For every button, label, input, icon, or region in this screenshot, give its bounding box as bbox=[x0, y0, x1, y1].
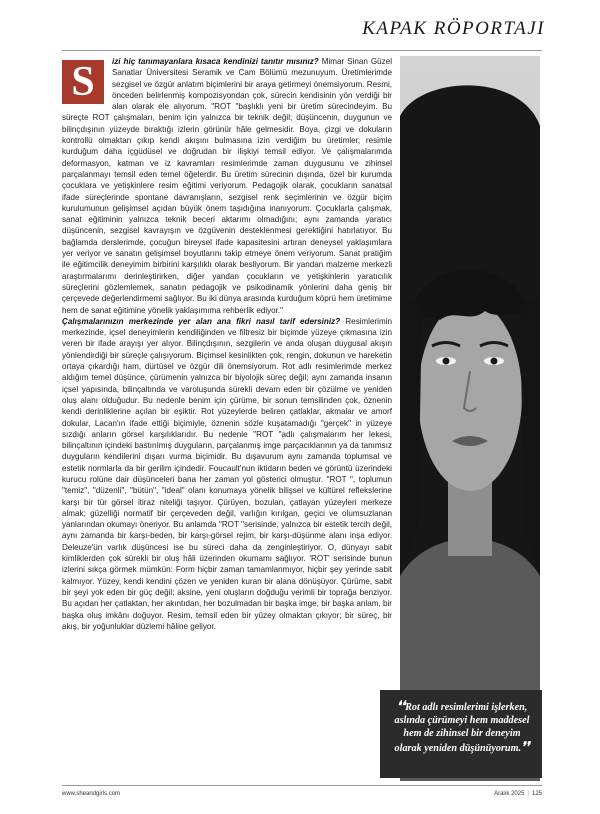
footer-date-page bbox=[494, 791, 542, 797]
portrait-photo bbox=[400, 56, 540, 781]
answer-1: Mimar Sinan Güzel Sanatlar Üniversitesi Seramik ve Cam Bölümü mezunuyum. Üretimlerimde sezgisel ve özgür anlatım biçimlerini bir araya getirmeyi önemsiyorum. Resmi, önceden belirlenmiş kompozisyondan çok, sürecin kendisinin yön verdiği bir alan olarak ele alıyorum. "ROT "başlıklı yeni bir üretim sürecindeyim. Bu süreçte ROT çalışmaları, benim için yalnızca bir teknik değil; düşüncenin, duygunun ve bilinçdışının yüzeyde bıraktığı izlerin görünür hâle gelmesidir. Boya, çizgi ve dokuların kontrollü olmaktan çıkıp kendi akışını bulmasına izin verdiğim bu üretimler, resimle kurduğum daha içgüdüsel ve doğrudan bir ilişkiyi temsil ediyor. Ve çalışmalarımda deformasyon, katman ve iz kavramları resimlerimde zaman duygusunu ve zihinsel parçalanmayı temsil eden temel öğelerdir. Bu üretim sürecinin dışında, özel bir kurumda çocuklara ve yetişkinlere resim eğitimi veriyorum. Pedagojik olarak, çocukların sanatsal ifade süreçlerinde spontane davranışların, sezgisel renk seçimlerinin ve özgür biçim kurulumunun gelişimsel açıdan büyük önem taşıdığına inanıyorum. Çocuklarla çalışmak, sanat eğitiminin yalnızca teknik beceri aktarımı olmadığını; aynı zamanda yaratıcı düşüncenin, sezgisel kavrayışın ve özgüvenin desteklenmesi gerektiğini hatırlatıyor. Bu bağlamda derslerimde, çocuğun bireysel ifade kapasitesini artıran deneysel yaklaşımlara yer veriyor ve sanatın gelişimsel boyutlarını takip etmeye önem veriyorum. Sanat pratiğim ile eğitimcilik deneyimim birbirini karşılıklı olarak besliyorum. Bir yandan malzeme merkezli araştırmalarımı derinleştirirken, diğer yandan çocukların ve yetişkinlerin yaratıcılık süreçlerini gözlemlemek, sanatın pedagojik ve psikodinamik yönlerini daha geniş bir çerçevede değerlendirmemi sağlıyor. Bu iki dünya arasında kurduğum köprü hem üretimime hem de sanat eğitimine yönelik yaklaşımıma rehberlik ediyor." bbox=[62, 57, 392, 315]
footer-separator: | bbox=[527, 791, 529, 797]
article-body bbox=[62, 56, 392, 782]
bottom-divider bbox=[62, 785, 542, 786]
interview-q1 bbox=[62, 56, 392, 316]
interview-q2 bbox=[62, 316, 392, 632]
page-number: 125 bbox=[531, 791, 542, 797]
section-title: KAPAK RÖPORTAJI bbox=[362, 18, 545, 39]
question-2: Çalışmalarınızın merkezinde yer alan ana fikri nasıl tarif edersiniz? bbox=[62, 316, 341, 326]
open-quote-icon: ❛❛ bbox=[396, 698, 406, 713]
footer-url[interactable]: www.sheandgirls.com bbox=[62, 791, 121, 797]
top-divider bbox=[62, 50, 542, 51]
answer-2: Resimlerimin merkezinde, içsel deneyimlerin kendiliğinden ve filtresiz bir biçimde yüzeye çıkmasına izin veren bir ifade arayışı yer alıyor. Bilinçdışının, sezgilerin ve anda oluşan duygusal akışın yönlendirdiği bir süreçle çalışıyorum. Biçimsel kesinlikten çok, rengin, dokunun ve hareketin ortaya çıkardığı ham, dürtüsel ve özgür dili önemsiyorum. Rot adlı resimlerimde merkez aldığım temel düşünce, çürümenin yalnızca bir biyolojik süreç değil; aynı zamanda insanın içsel yapısında, bilinçaltında ve varoluşunda sürekli devam eden bir çözülme ve yeniden oluş alanı olduğudur. Bu nedenle benim için çürüme, bir sonun temsilinden çok, öznenin kendi derinliklerine açılan bir eşiktir. Rot yüzeylerde beliren çatlaklar, akmalar ve amorf dokular, Lacan'ın ifade ettiği biçimiyle, öznenin sözle kuşatamadığı "gerçek" in yüzeye sızdığı anların görsel karşılıklarıdır. Bu nedenle "ROT "adlı çalışmalarım her lekesi, bilinçaltının içindeki bastırılmış duyguların, parçalanmış imge parçacıklarının ya da tanımsız duyguların kendilerini dışarı vurma biçimidir. Bu dışavurum aynı zamanda toplumsal ve estetik normlarla da bir gerilim içindedir. Foucault'nun iktidarın beden ve görüntü üzerindeki kurucu rolüne dair düşünceleri bana her zaman yol gösterici olmuştur. "ROT ", toplumun "temiz", "düzenli", "bütün", "ideal" olanı konumaya yönelik bilişsel ve kültürel reflekslerine karşı bir tür görsel itiraz niteliği taşıyor. Çürüyen, bozulan, çatlayan yüzeyleri merkeze almak; güzelliği normatif bir çerçeveden değil, varlığın kırılgan, geçici ve olumsuzlanan yanlarından okumayı öneriyor. Bu anlamda "ROT "serisinde, yalnızca bir estetik tercih değil, aynı zamanda bir karşı-beden, bir karşı-görsel rejim, bir karşı-düşünme alanı inşa ediyor. Deleuze'ün varlık düşüncesi ise bu süreci daha da zenginleştiriyor. O, dünyayı sabit kimliklerden çok sürekli bir oluş hâli üzerinden okumamı sağlıyor. 'ROT' serisinde bunun izlerini sıkça görmek mümkün: Form hiçbir zaman tamamlanmıyor, hiçbir şey yerinde sabit kalmıyor. Yüzey, kendi kendini çözen ve yeniden kuran bir alana dönüşüyor. Çürüme, sabit bir şeyi yok eden bir güç değil; aksine, yeni oluşların doğduğu verimli bir toprağa benziyor. Bu açıdan her çatlaktan, her akıntıdan, her bozulmadan bir başka imge, bir başka anlam, bir başka oluş imkânı doğuyor. Resim, temsil eden bir yüzey olmaktan çıkıyor; bir süreç, bir akış, bir yoğunluklar düzlemi hâline geliyor. bbox=[62, 316, 392, 631]
pull-quote-text: Rot adlı resimlerimi işlerken, aslında çürümeyi hem maddesel hem de zihinsel bir deneyim olarak yeniden düşünüyorum. bbox=[394, 702, 530, 754]
question-1: izi hiç tanımayanlara kısaca kendinizi tanıtır mısınız? bbox=[112, 57, 319, 66]
pull-quote bbox=[380, 690, 542, 778]
close-quote-icon: ❜❜ bbox=[521, 739, 530, 754]
issue-date: Aralık 2025 bbox=[494, 791, 525, 797]
drop-cap: S bbox=[62, 60, 104, 104]
